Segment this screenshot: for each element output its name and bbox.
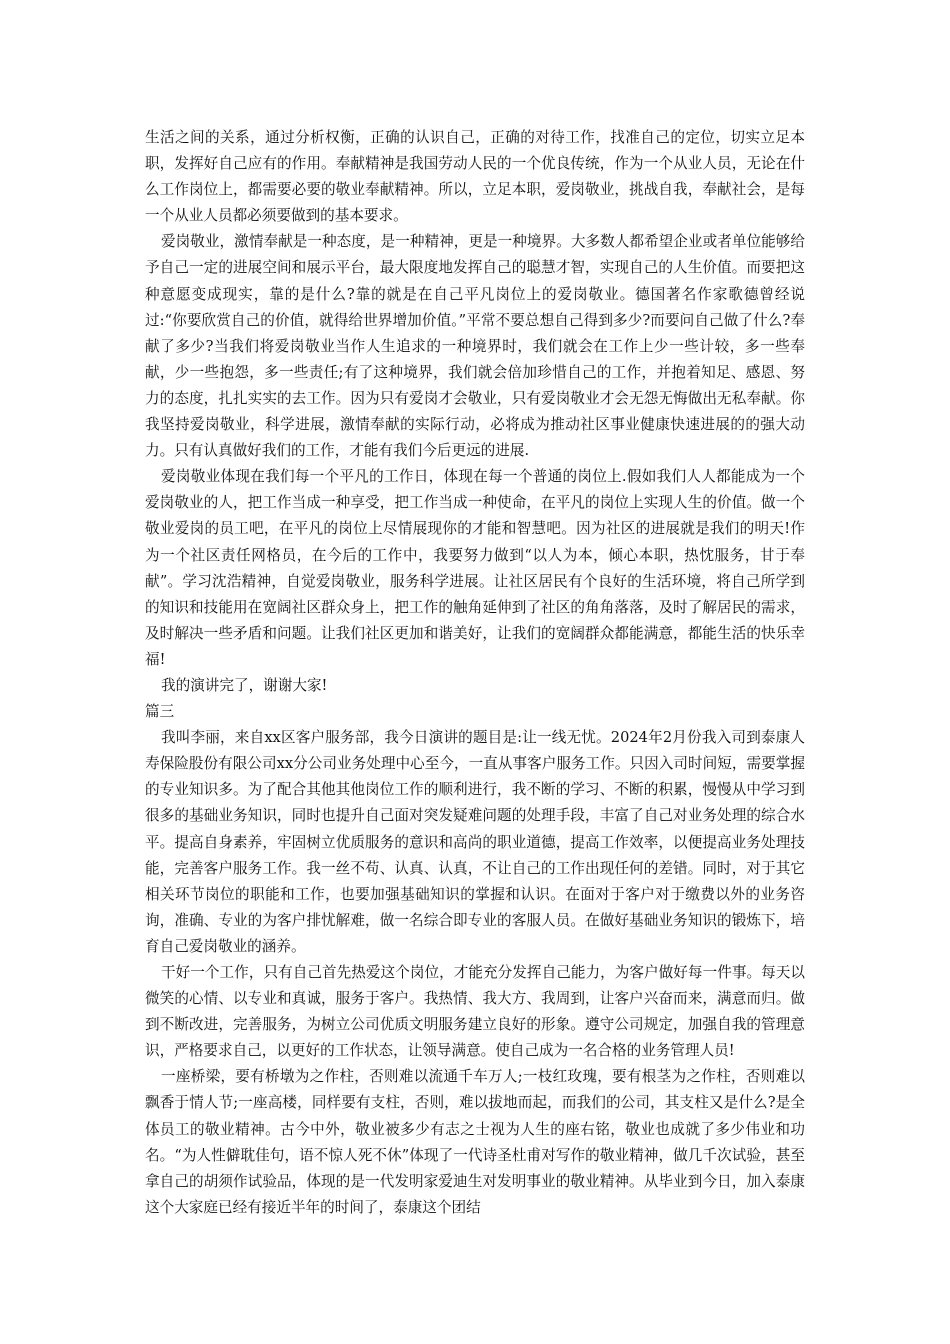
paragraph-5: 我叫李丽，来自xx区客户服务部，我今日演讲的题目是:让一线无忧。2024年2月份我入司到泰康人寿保险股份有限公司xx分公司业务处理中心至今，一直从事客户服务工作。只因入司时间短，需要掌握的专业知识多。为了配合其他其他岗位工作的顺利进行，我不断的学习、不断的积累，慢慢从中学习到很多的基础业务知识，同时也提升自己面对突发疑难问题的处理手段，丰富了自己对业务处理的综合水平。提高自身素养，牢固树立优质服务的意识和高尚的职业道德，提高工作效率，以便提高业务处理技能，完善客户服务工作。我一丝不苟、认真、认真，不让自己的工作出现任何的差错。同时，对于其它相关环节岗位的职能和工作，也要加强基础知识的掌握和认识。在面对于客户对于缴费以外的业务咨询，准确、专业的为客户排忧解难，做一名综合即专业的客服人员。在做好基础业务知识的锻炼下，培育自己爱岗敬业的涵养。 xyxy=(145,729,805,955)
paragraph-3: 爱岗敬业体现在我们每一个平凡的工作日，体现在每一个普通的岗位上.假如我们人人都能成为一个爱岗敬业的人，把工作当成一种享受，把工作当成一种使命，在平凡的岗位上实现人生的价值。做一个敬业爱岗的员工吧，在平凡的岗位上尽情展现你的才能和智慧吧。因为社区的进展就是我们的明天!作为一个社区责任网格员，在今后的工作中，我要努力做到“以人为本，倾心本职，热忱服务，甘于奉献”。学习沈浩精神，自觉爱岗敬业，服务科学进展。让社区居民有个良好的生活环境，将自己所学到的知识和技能用在宽阔社区群众身上，把工作的触角延伸到了社区的角角落落，及时了解居民的需求，及时解决一些矛盾和问题。让我们社区更加和谐美好，让我们的宽阔群众都能满意，都能生活的快乐幸福! xyxy=(145,468,805,668)
paragraph-1: 生活之间的关系，通过分析权衡，正确的认识自己，正确的对待工作，找准自己的定位，切实立足本职，发挥好自己应有的作用。奉献精神是我国劳动人民的一个优良传统，作为一个从业人员，无论在什么工作岗位上，都需要必要的敬业奉献精神。所以，立足本职，爱岗敬业，挑战自我，奉献社会，是每一个从业人员都必须要做到的基本要求。 xyxy=(145,129,805,225)
document-page xyxy=(145,125,805,1221)
paragraph-7: 一座桥梁，要有桥墩为之作柱，否则难以流通千车万人;一枝红玫瑰，要有根茎为之作柱，否则难以飘香于情人节;一座高楼，同样要有支柱，否则，难以拔地而起，而我们的公司，其支柱又是什么?是全体员工的敬业精神。古今中外，敬业被多少有志之士视为人生的座右铭，敬业也成就了多少伟业和功名。“为人性僻耽佳句，语不惊人死不休”体现了一代诗圣杜甫对写作的敬业精神，做几千次试验，甚至拿自己的胡须作试验品，体现的是一代发明家爱迪生对发明事业的敬业精神。从毕业到今日，加入泰康这个大家庭已经有接近半年的时间了，泰康这个团结 xyxy=(145,1068,805,1216)
paragraph-6: 干好一个工作，只有自己首先热爱这个岗位，才能充分发挥自己能力，为客户做好每一件事。每天以微笑的心情、以专业和真诚，服务于客户。我热情、我大方、我周到，让客户兴奋而来，满意而归。做到不断改进，完善服务，为树立公司优质文明服务建立良好的形象。遵守公司规定，加强自我的管理意识，严格要求自己，以更好的工作状态，让领导满意。使自己成为一名合格的业务管理人员! xyxy=(145,964,805,1060)
paragraph-2: 爱岗敬业，激情奉献是一种态度，是一种精神，更是一种境界。大多数人都希望企业或者单位能够给予自己一定的进展空间和展示平台，最大限度地发挥自己的聪慧才智，实现自己的人生价值。而要把这种意愿变成现实，靠的是什么?靠的就是在自己平凡岗位上的爱岗敬业。德国著名作家歌德曾经说过:“你要欣赏自己的价值，就得给世界增加价值。”平常不要总想自己得到多少?而要问自己做了什么?奉献了多少?当我们将爱岗敬业当作人生追求的一种境界时，我们就会在工作上少一些计较，多一些奉献，少一些抱怨，多一些责任;有了这种境界，我们就会倍加珍惜自己的工作，并抱着知足、感恩、努力的态度，扎扎实实的去工作。因为只有爱岗才会敬业，只有爱岗敬业才会无怨无悔做出无私奉献。你我坚持爱岗敬业，科学进展，激情奉献的实际行动，必将成为推动社区事业健康快速进展的的强大动力。只有认真做好我们的工作，才能有我们今后更远的进展. xyxy=(145,233,805,460)
paragraph-closing: 我的演讲完了，谢谢大家! xyxy=(161,676,328,694)
section-heading: 篇三 xyxy=(145,703,175,721)
